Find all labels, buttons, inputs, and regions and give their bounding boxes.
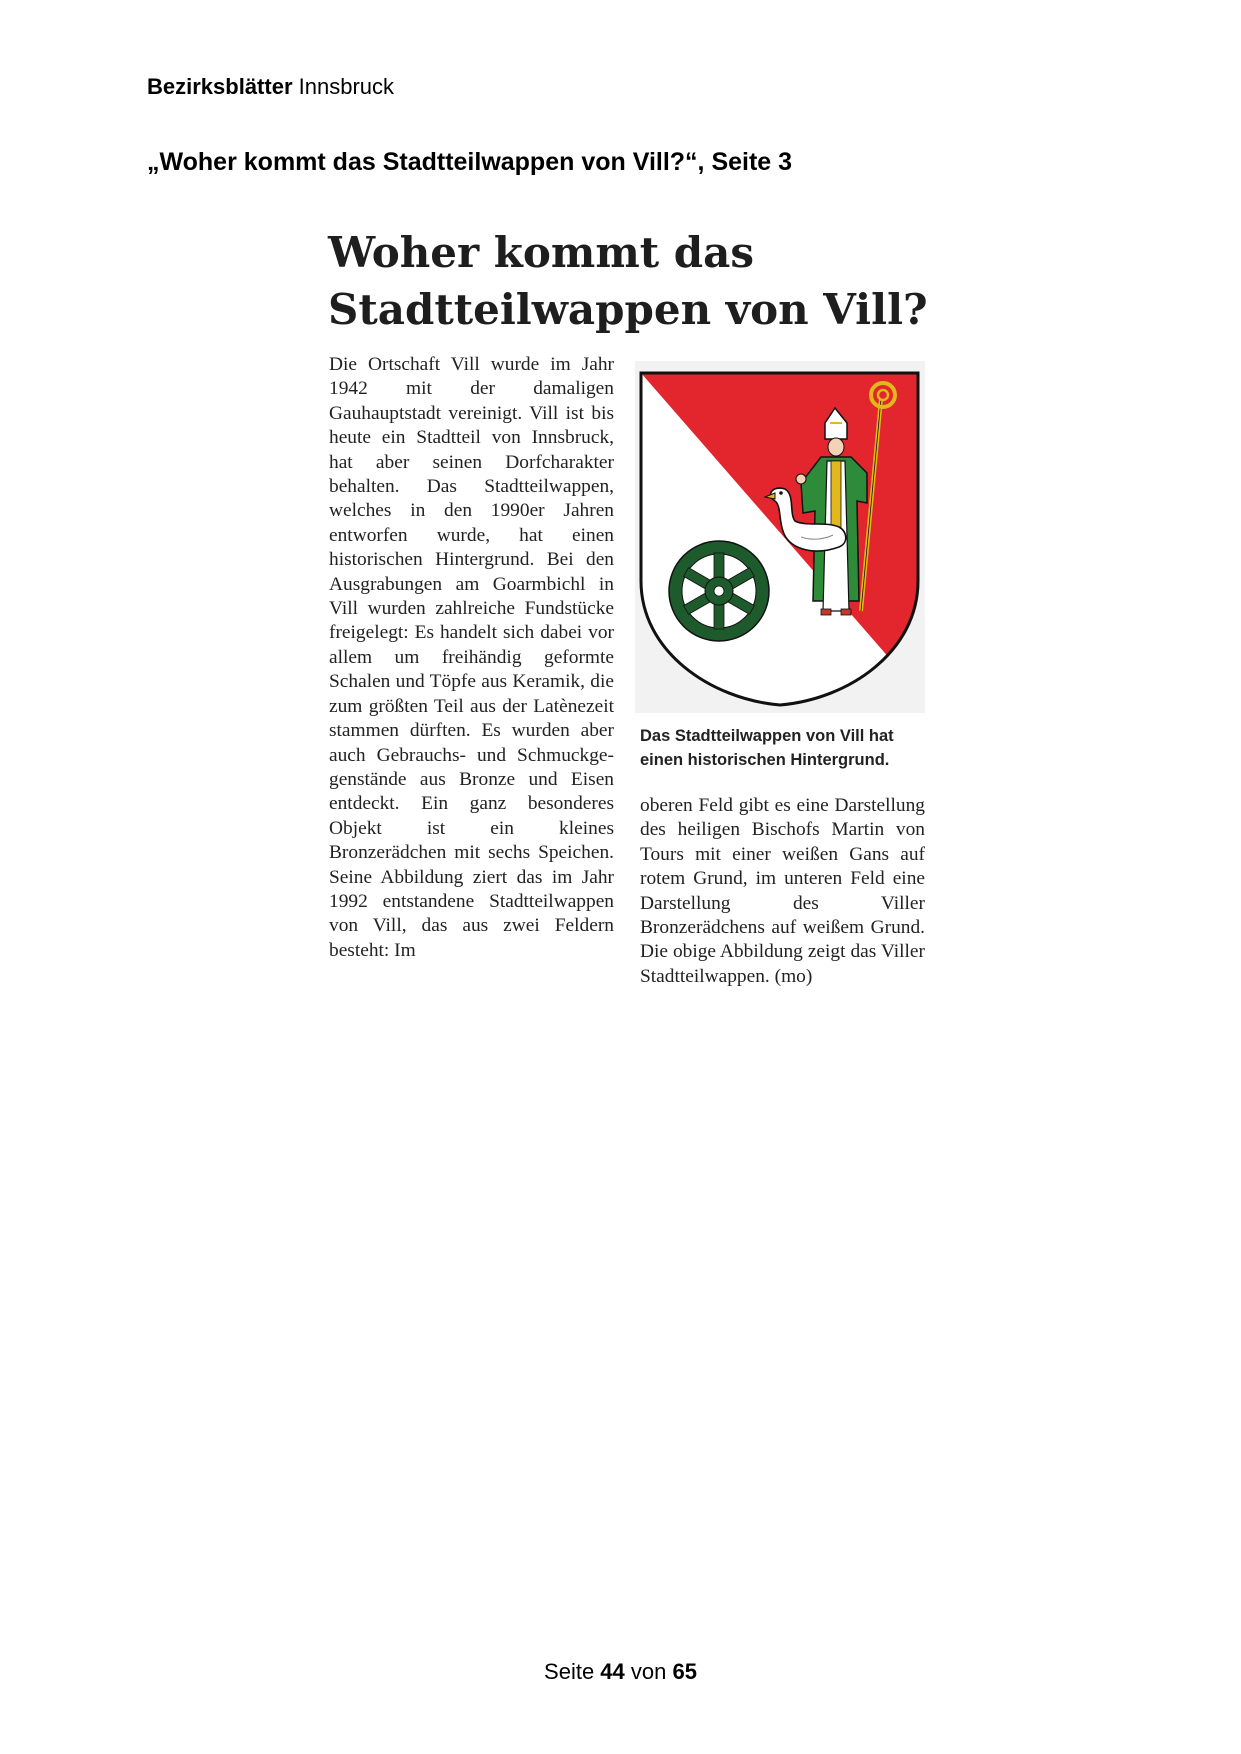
newspaper-clipping [328, 224, 928, 1024]
article-body-left-column: Die Ortschaft Vill wurde im Jahr 1942 mit der damaligen Gauhauptstadt vereinigt. Vill ist bis heute ein Stadtteil von Innsbruck, hat aber seinen Dorfcharakter behalten. Das Stadtteilwappen, welches in den 1990er Jahren entworfen wurde, hat einen historischen Hintergrund. Bei den Ausgrabungen am Goarmbichl in Vill wurden zahlreiche Fundstücke freigelegt: Es handelt sich dabei vor allem um freihändig geformte Schalen und Töpfe aus Keramik, die zum größten Teil aus der Latènezeit stammen dürften. Es wurden aber auch Gebrauchs- und Schmuckgegenstände aus Bronze und Eisen entdeckt. Ein ganz besonderes Objekt ist ein kleines Bronzerädchen mit sechs Speichen. Seine Abbildung ziert das im Jahr 1992 entstandene Stadtteilwappen von Vill, das aus zwei Feldern besteht: Im [329, 354, 614, 961]
headline-line-1: Woher kommt das [328, 228, 755, 277]
footer-middle: von [624, 1659, 673, 1684]
coat-of-arms-image [635, 361, 925, 713]
publication-region: Innsbruck [292, 74, 395, 99]
bronze-wheel-figure [669, 541, 769, 641]
total-page-count: 65 [672, 1659, 697, 1684]
current-page-number: 44 [600, 1659, 625, 1684]
coat-of-arms-icon [635, 361, 925, 713]
image-caption: Das Stadtteilwappen von Vill hat einen historischen Hintergrund. [640, 727, 894, 769]
publication-header [147, 74, 394, 100]
publication-name: Bezirksblätter [147, 74, 293, 99]
article-body-right-column: oberen Feld gibt es eine Darstellung des heiligen Bischofs Martin von Tours mit einer weißen Gans auf rotem Grund, im unteren Feld eine Darstellung des Viller Bronzerädchens auf weißem Grund. Die obige Abbildung zeigt das Viller Stadtteilwappen. (mo) [640, 795, 925, 987]
footer-prefix: Seite [544, 1659, 601, 1684]
headline-line-2: Stadtteilwappen von Vill? [328, 285, 928, 334]
page-footer [0, 1659, 1241, 1685]
document-title: „Woher kommt das Stadtteilwappen von Vill?“, Seite 3 [147, 148, 793, 176]
article-headline [328, 224, 928, 338]
